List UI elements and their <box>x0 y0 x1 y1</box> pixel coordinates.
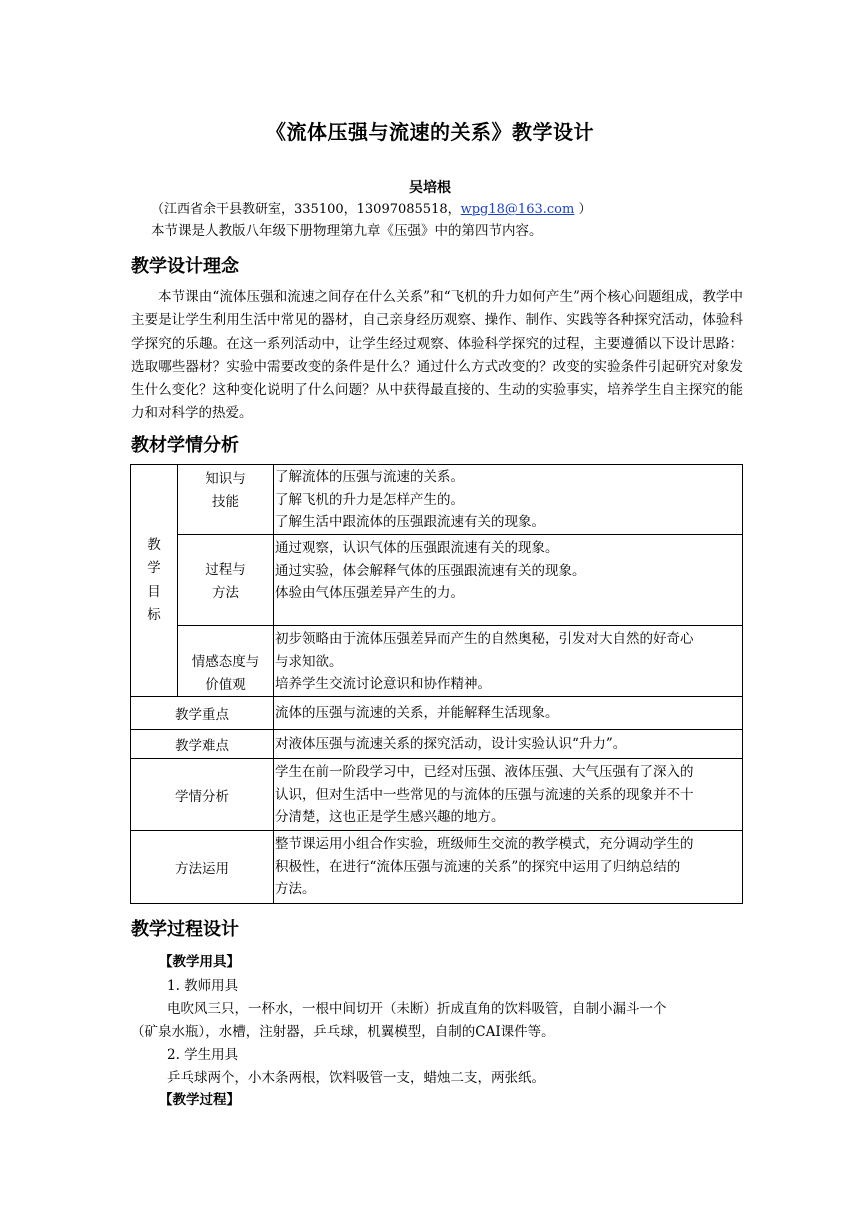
goal-line: 培养学生交流讨论意识和协作精神。 <box>275 676 491 692</box>
author-affiliation <box>151 198 591 217</box>
goal-category-cell <box>178 465 274 535</box>
goal-line: 初步领略由于流体压强差异而产生的自然奥秘，引发对大自然的好奇心 <box>275 631 694 647</box>
goal-category-line: 过程与 <box>205 562 246 578</box>
goals-label-char: 目 <box>147 583 161 600</box>
goals-label-char: 标 <box>147 607 161 623</box>
row-line: 对液体压强与流速关系的探究活动，设计实验认识“升力”。 <box>275 735 627 752</box>
goal-category-line: 知识与 <box>205 471 246 487</box>
row-label-difficulty: 教学难点 <box>131 730 274 759</box>
section-heading-design-philosophy: 教学设计理念 <box>131 256 239 277</box>
table-row <box>131 626 743 697</box>
goal-content-cell <box>274 626 743 697</box>
student-tools-heading: 2. 学生用具 <box>167 1047 239 1063</box>
goal-content-cell <box>274 535 743 626</box>
affiliation-prefix: （江西省余干县教研室，335100，13097085518， <box>151 202 461 217</box>
table-row <box>131 535 743 626</box>
row-line: 流体的压强与流速的关系，并能解释生活现象。 <box>275 704 559 721</box>
goal-category-cell <box>178 535 274 626</box>
goals-label-cell <box>131 465 178 697</box>
goals-label-char: 教 <box>147 536 161 553</box>
row-line: 整节课运用小组合作实验，班级师生交流的教学模式，充分调动学生的 <box>275 836 694 852</box>
row-content-key-point <box>274 697 743 730</box>
goal-line: 了解飞机的升力是怎样产生的。 <box>275 491 464 508</box>
section-heading-process-design: 教学过程设计 <box>131 919 239 940</box>
table-row <box>131 759 743 831</box>
goal-line: 与求知欲。 <box>275 653 343 670</box>
goal-line: 了解流体的压强与流速的关系。 <box>275 469 464 485</box>
author-name: 吴培根 <box>409 180 451 196</box>
row-line: 认识，但对生活中一些常见的与流体的压强与流速的关系的现象并不十 <box>275 786 694 803</box>
row-line: 学生在前一阶段学习中，已经对压强、液体压强、大气压强有了深入的 <box>275 764 694 780</box>
goal-category-cell <box>178 626 274 697</box>
row-line: 积极性，在进行“流体压强与流速的关系”的探究中运用了归纳总结的 <box>275 858 681 875</box>
row-content-difficulty <box>274 730 743 759</box>
row-content-learner-analysis <box>274 759 743 831</box>
goals-label-char: 学 <box>147 560 161 576</box>
process-heading: 【教学过程】 <box>159 1092 240 1108</box>
affiliation-suffix: ） <box>574 202 592 217</box>
row-line: 分清楚，这也正是学生感兴趣的地方。 <box>275 809 505 825</box>
table-row <box>131 697 743 730</box>
teacher-tools-heading: 1. 教师用具 <box>167 978 239 994</box>
email-link[interactable]: wpg18@163.com <box>460 202 575 217</box>
row-label-key-point: 教学重点 <box>131 697 274 730</box>
table-row <box>131 730 743 759</box>
design-philosophy-paragraph: 本节课由“流体压强和流速之间存在什么关系”和“飞机的升力如何产生”两个核心问题组成，教学中主要是让学生利用生活中常见的器材，自己亲身经历观察、操作、制作、实践等各种探究活动，体验科学探究的乐趣。在这一系列活动中，让学生经过观察、体验科学探究的过程，主要遵循以下设计思路：选取哪些器材？实验中需要改变的条件是什么？通过什么方式改变的？改变的实验条件引起研究对象发生什么变化？这种变化说明了什么问题？从中获得最直接的、生动的实验事实，培养学生自主探究的能力和对科学的热爱。 <box>131 289 743 422</box>
table-row <box>131 831 743 904</box>
section-heading-analysis: 教材学情分析 <box>131 435 239 456</box>
row-label-method: 方法运用 <box>131 831 274 904</box>
document-title: 《流体压强与流速的关系》教学设计 <box>266 120 594 144</box>
tools-heading: 【教学用具】 <box>159 954 240 970</box>
row-content-method <box>274 831 743 904</box>
goal-category-line: 方法 <box>212 584 239 601</box>
row-label-learner-analysis: 学情分析 <box>131 759 274 831</box>
analysis-table <box>130 464 743 904</box>
goal-category-line: 价值观 <box>205 676 246 693</box>
table-row <box>131 465 743 535</box>
teacher-tools-line: 电吹风三只，一杯水，一根中间切开（未断）折成直角的饮料吸管，自制小漏斗一个 <box>167 1001 667 1017</box>
goal-line: 了解生活中跟流体的压强跟流速有关的现象。 <box>275 514 545 530</box>
student-tools-line: 乒乓球两个，小木条两根，饮料吸管一支，蜡烛二支，两张纸。 <box>167 1070 545 1086</box>
goal-category-line: 技能 <box>212 493 239 510</box>
goal-category-line: 情感态度与 <box>191 654 260 670</box>
goal-line: 通过实验，体会解释气体的压强跟流速有关的现象。 <box>275 562 586 579</box>
goal-line: 通过观察，认识气体的压强跟流速有关的现象。 <box>275 540 559 556</box>
teacher-tools-line: （矿泉水瓶），水槽，注射器，乒乓球，机翼模型，自制的CAI课件等。 <box>131 1024 555 1040</box>
goal-content-cell <box>274 465 743 535</box>
row-line: 方法。 <box>275 881 316 897</box>
goal-line: 体验由气体压强差异产生的力。 <box>275 585 464 601</box>
intro-text: 本节课是人教版八年级下册物理第九章《压强》中的第四节内容。 <box>151 223 543 239</box>
